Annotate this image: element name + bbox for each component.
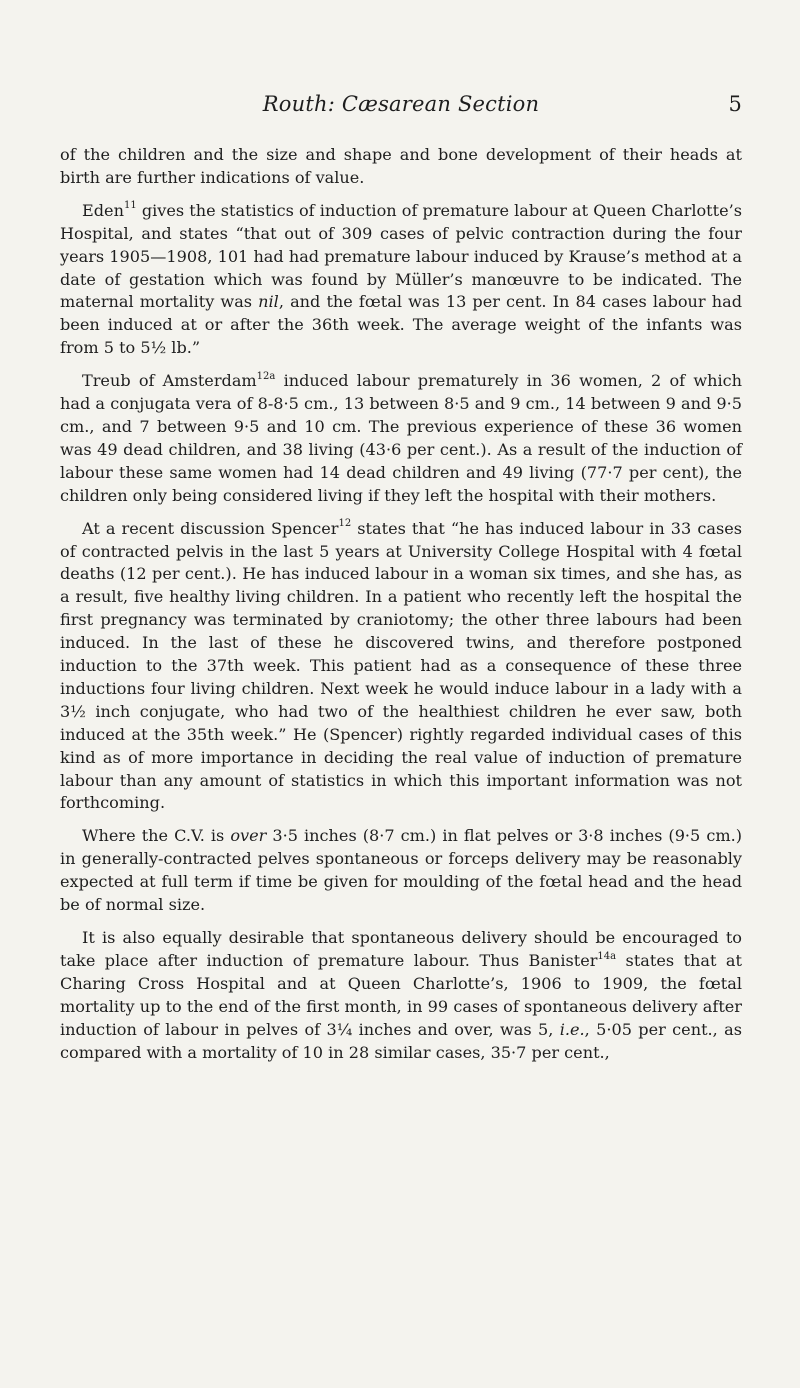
paragraph-conjugate: [60, 825, 742, 917]
italic-run: over: [230, 826, 267, 846]
running-head: [60, 92, 742, 120]
text-run: , and the fœtal was 13 per cent. In 84 cases labour had been induced at or after the 36th week. The average weight of the infants was from 5 to 5½ lb.”: [60, 292, 742, 358]
text-run: induced labour prematurely in 36 women, 2 of which had a conjugata vera of 8-8·5 cm., 13 between 8·5 and 9 cm., 14 between 9 and 9·5 cm., and 7 between 9·5 and 10 cm. The previous experience of these 36 women was 49 dead children, and 38 living (43·6 per cent.). As a result of the induction of labour these same women had 14 dead children and 49 living (77·7 per cent), the children only being considered living if they left the hospital with their mothers.: [60, 371, 742, 505]
footnote-ref: 12: [338, 518, 352, 530]
text-run: 3·5 inches (8·7 cm.) in flat pelves or 3·8 inches (9·5 cm.) in generally-contracted pelves spontaneous or forceps delivery may be reasonably expected at full term if time be given for moulding of the fœtal head and the head be of normal size.: [60, 826, 742, 915]
paragraph-treub: [60, 370, 742, 507]
text-run: states that at Charing Cross Hospital and at Queen Charlotte’s, 1906 to 1909, the fœtal mortality up to the end of the first month, in 99 cases of spontaneous delivery after induction of labour in pelves of 3¼ inches and over, was 5,: [60, 950, 742, 1039]
paragraph-spencer: [60, 518, 742, 816]
paragraph-banister: [60, 927, 742, 1064]
text-run: , 5·05 per cent., as compared with a mortality of 10 in 28 similar cases, 35·7 per cent.,: [60, 1019, 742, 1062]
text-run: gives the statistics of induction of premature labour at Queen Charlotte’s Hospital, and states “that out of 309 cases of pelvic contraction during the four years 1905—1908, 101 had had premature labour induced by Krause’s method at a date of gestation which was found by Müller’s manœuvre to be indicated. The maternal mortality was: [60, 200, 742, 312]
italic-run: nil: [258, 292, 279, 312]
paragraph-eden: [60, 200, 742, 360]
running-title-separator: :: [327, 92, 342, 116]
text-run: Treub of Amsterdam: [82, 371, 257, 391]
footnote-ref: 11: [123, 200, 137, 212]
page-number: 5: [728, 92, 742, 116]
running-title-rest: Cæsarean Section: [341, 92, 540, 116]
italic-run: i.e.: [559, 1019, 585, 1039]
text-run: Eden: [82, 200, 124, 220]
text-run: At a recent discussion Spencer: [82, 518, 339, 538]
text-run: Where the C.V. is: [82, 826, 231, 846]
footnote-ref: 14a: [597, 950, 617, 962]
footnote-ref: 12a: [256, 370, 276, 382]
text-run: It is also equally desirable that spontaneous delivery should be encouraged to take place after induction of premature labour. Thus Banister: [60, 928, 742, 970]
paragraph-continuation: of the children and the size and shape and bone development of their heads at birth are further indications of value.: [60, 145, 742, 187]
running-title-author: Routh: [262, 92, 328, 116]
text-run: states that “he has induced labour in 33 cases of contracted pelvis in the last 5 years at University College Hospital with 4 fœtal deaths (12 per cent.). He has induced labour in a woman six times, and she has, as a result, five healthy living children. In a patient who recently left the hospital the first pregnancy was terminated by craniotomy; the other three labours had been induced. In the last of these he discovered twins, and therefore postponed induction to the 37th week. This patient had as a consequence of these three inductions four living children. Next week he would induce labour in a lady with a 3½ inch conjugate, who had two of the healthiest children he ever saw, both induced at the 35th week.” He (Spencer) rightly regarded individual cases of this kind as of more importance in deciding the real value of induction of premature labour than any amount of statistics in which this important information was not forthcoming.: [60, 518, 742, 813]
